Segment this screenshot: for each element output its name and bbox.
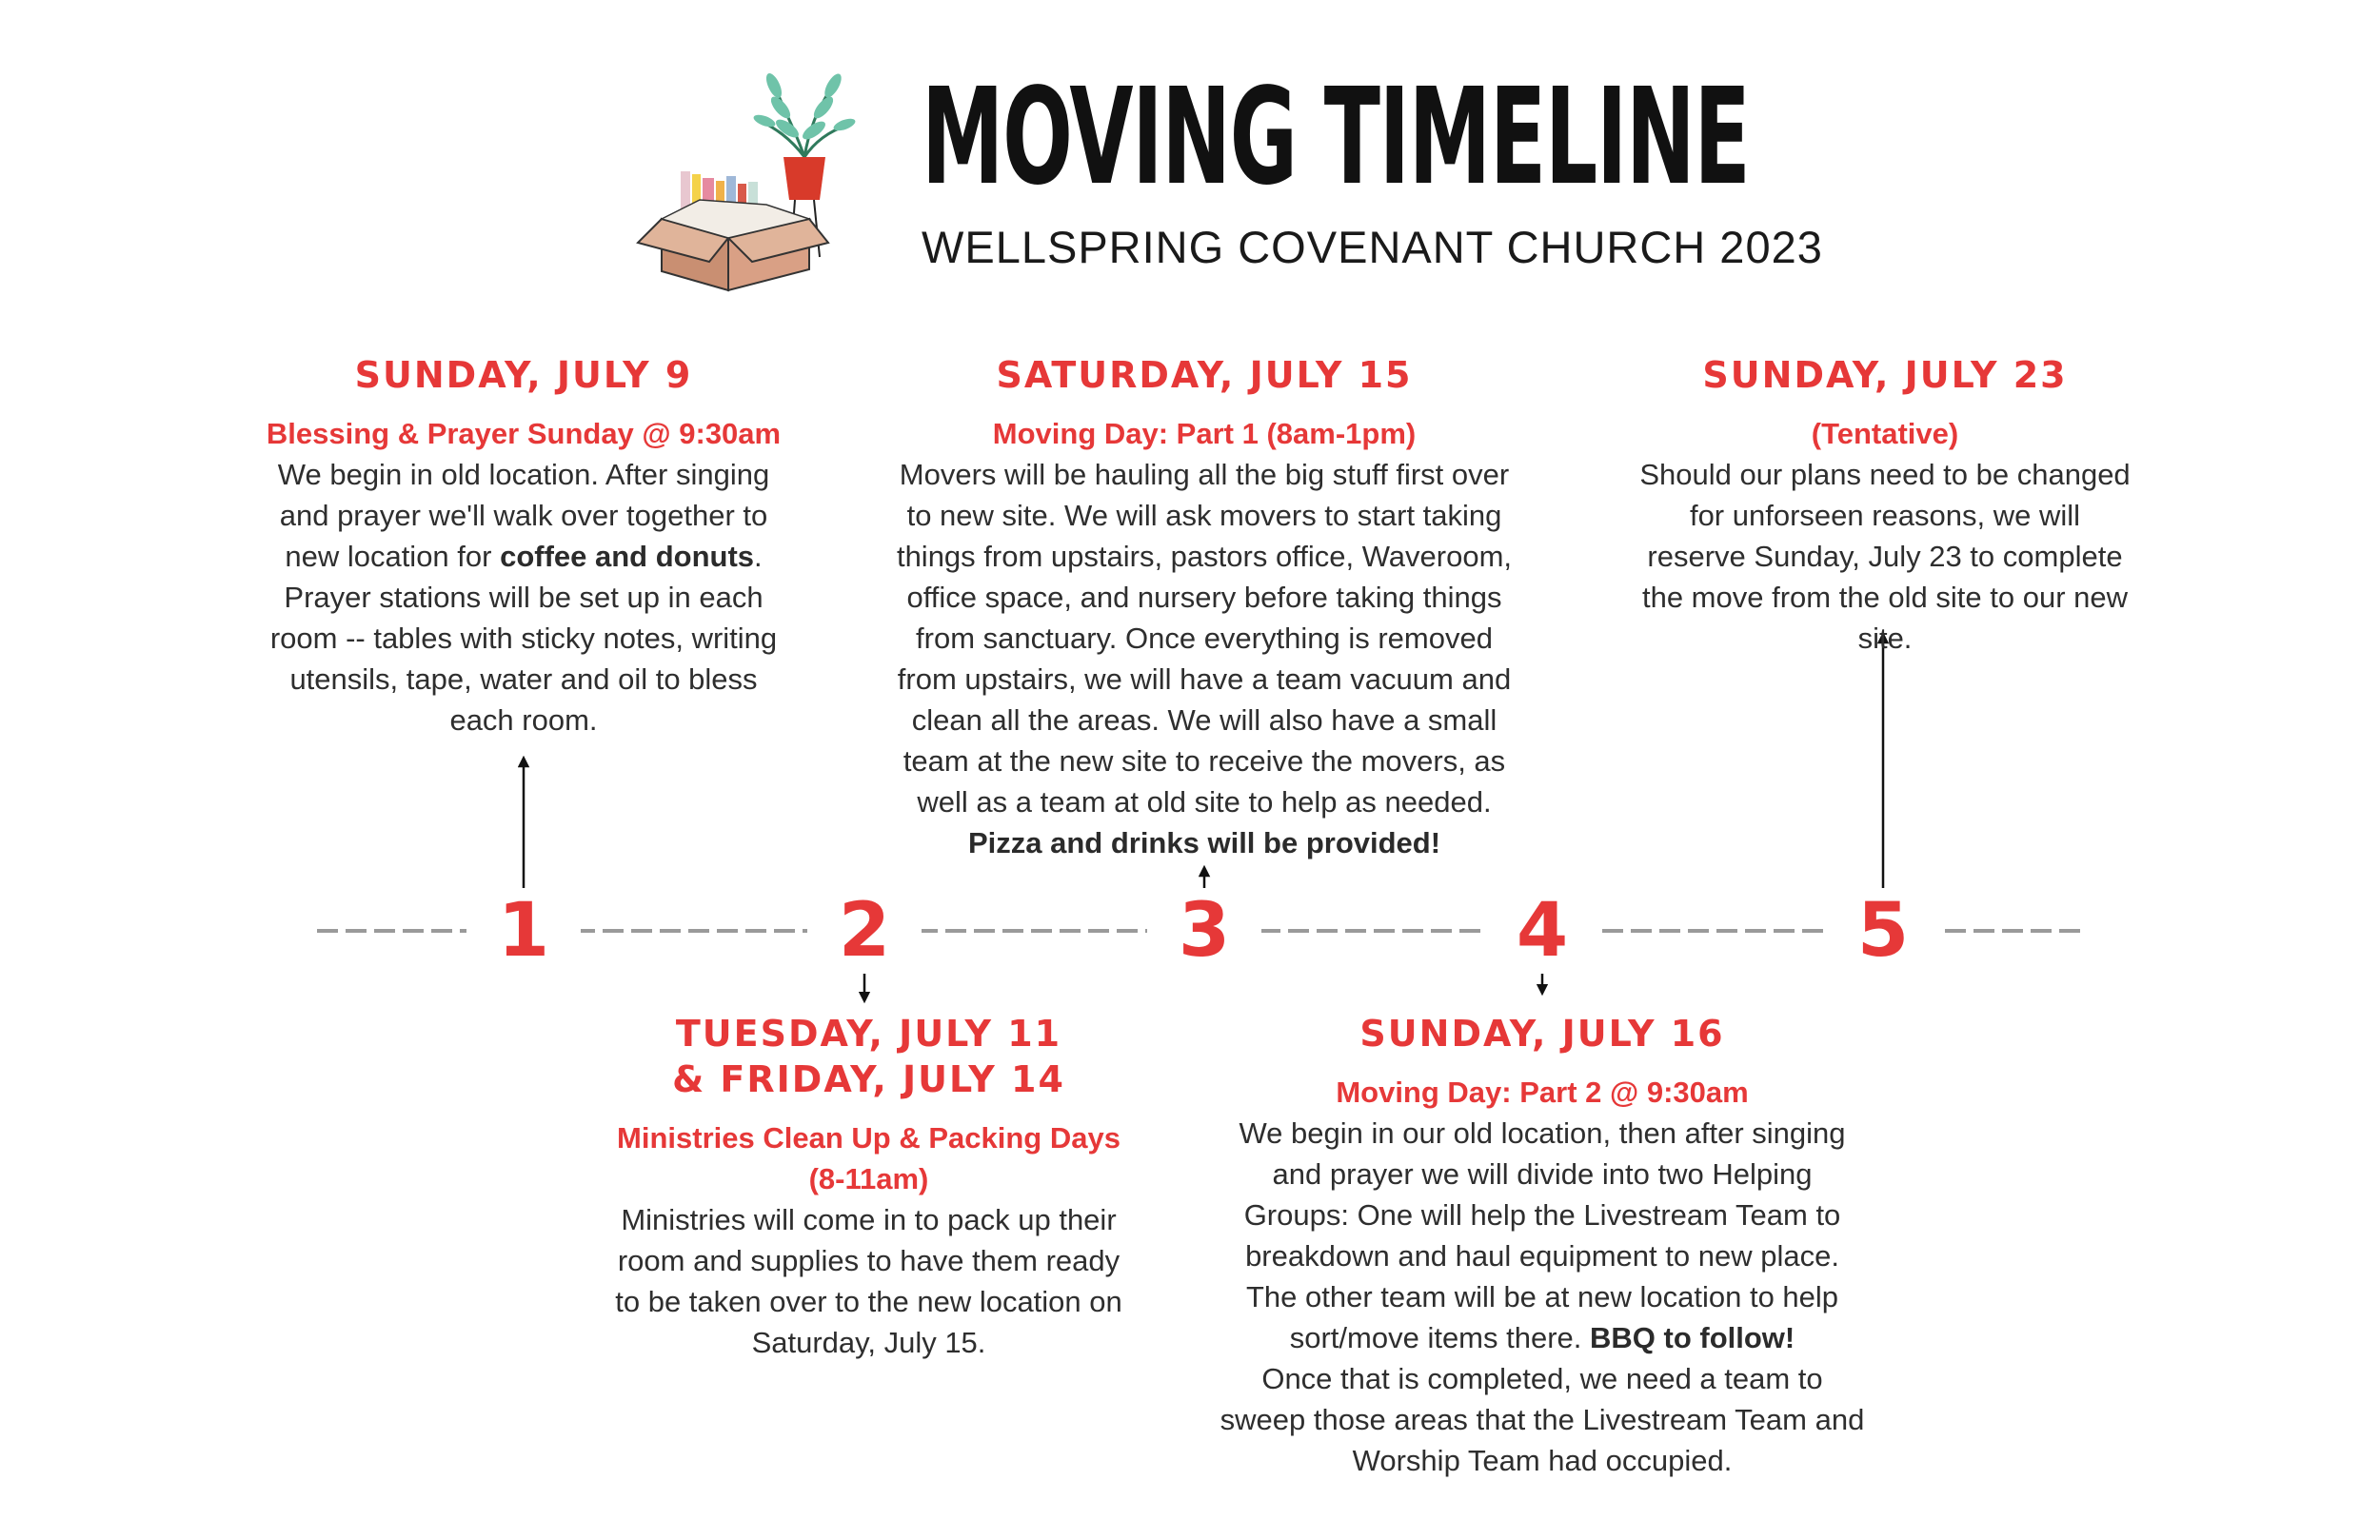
event-highlight: Pizza and drinks will be provided!	[967, 826, 1441, 859]
event-subtitle: Moving Day: Part 2 @ 9:30am	[1336, 1076, 1749, 1109]
event-1	[257, 352, 790, 740]
page-title: MOVING TIMELINE	[922, 60, 1750, 215]
event-description: Ministries will come in to pack up their room and supplies to have them ready to be taken over to the new location on Saturday, July 15.	[615, 1203, 1122, 1359]
timeline-number-1: 1	[466, 888, 581, 974]
event-subtitle: (Tentative)	[1811, 417, 1959, 450]
event-5	[1637, 352, 2132, 659]
event-description: Should our plans need to be changed for unforseen reasons, we will reserve Sunday, July 23 to complete the move from the old site to our new site.	[1639, 458, 2131, 655]
event-4	[1219, 1011, 1866, 1481]
page-subtitle: WELLSPRING COVENANT CHURCH 2023	[922, 222, 1823, 272]
timeline-number-3: 3	[1147, 888, 1261, 974]
event-date: SUNDAY, JULY 9	[354, 354, 693, 396]
event-subtitle: Ministries Clean Up & Packing Days (8-11am)	[617, 1121, 1121, 1195]
event-date: TUESDAY, JULY 11 & FRIDAY, JULY 14	[672, 1013, 1065, 1100]
timeline-number-5: 5	[1826, 888, 1940, 974]
event-3	[890, 352, 1518, 863]
event-description: We begin in our old location, then after singing and prayer we will divide into two Helping Groups: One will help the Livestream Team to breakdown and haul equipment to new place. The other team will be at new location to help sort/move items there. BBQ to follow! Once that is completed, we need a team to sweep those areas that the Livestream Team and Worship Team had occupied.	[1220, 1116, 1865, 1477]
event-date: SUNDAY, JULY 16	[1359, 1013, 1725, 1055]
timeline-number-2: 2	[807, 888, 922, 974]
event-2	[605, 1011, 1133, 1363]
event-highlight: coffee and donuts	[500, 540, 755, 573]
event-highlight: BBQ to follow!	[1590, 1321, 1795, 1354]
event-date: SATURDAY, JULY 15	[996, 354, 1413, 396]
event-description: Movers will be hauling all the big stuff first over to new site. We will ask movers to start taking things from upstairs, pastors office, Waveroom, office space, and nursery before taking things from sanctuary. Once everything is removed from upstairs, we will have a team vacuum and clean all the areas. We will also have a small team at the new site to receive the movers, as well as a team at old site to help as needed.	[896, 458, 1513, 819]
event-date: SUNDAY, JULY 23	[1702, 354, 2068, 396]
timeline-number-4: 4	[1485, 888, 1599, 974]
event-subtitle: Moving Day: Part 1 (8am-1pm)	[992, 417, 1417, 450]
event-subtitle: Blessing & Prayer Sunday @ 9:30am	[266, 417, 782, 450]
event-description: We begin in old location. After singing and prayer we'll walk over together to new location for coffee and donuts. Prayer stations will be set up in each room -- tables with sticky notes, writing utensils, tape, water and oil to bless each room.	[269, 458, 778, 737]
